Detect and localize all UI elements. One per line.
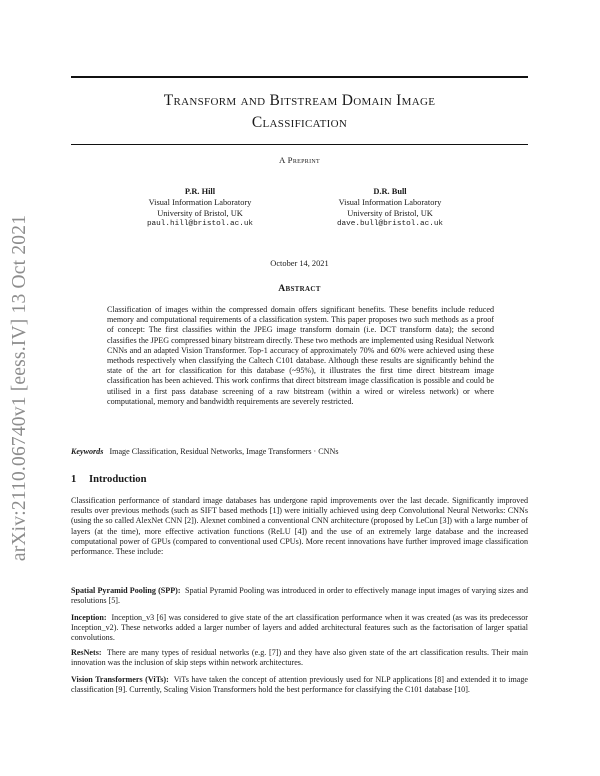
title-rule-bottom [71, 144, 528, 145]
author-institution: University of Bristol, UK [157, 209, 243, 218]
preprint-label: A Preprint [279, 155, 320, 165]
title-line-2: Classification [251, 114, 348, 131]
section-heading [71, 474, 147, 485]
arxiv-identifier: arXiv:2110.06740v1 [eess.IV] 13 Oct 2021 [9, 214, 30, 562]
item-term: ResNets: [71, 648, 102, 657]
author-name: P.R. Hill [184, 187, 216, 196]
item-text: ViTs have taken the concept of attention previously used for NLP applications [8] and extended it to image classification [9]. Currently, Scaling Vision Transformers hold the best performance for classifying the C101 database [10]. [71, 675, 528, 695]
keywords-text: Image Classification, Residual Networks, Image Transformers · CNNs [109, 447, 339, 456]
paper-title [71, 90, 528, 134]
title-line-1: Transform and Bitstream Domain Image [163, 92, 436, 109]
author-name: D.R. Bull [373, 187, 407, 196]
keywords-label: Keywords [71, 447, 104, 456]
author-affiliation: Visual Information Laboratory [148, 198, 252, 207]
item-term: Vision Transformers (ViTs): [71, 675, 169, 684]
author-block-2 [285, 186, 495, 230]
author-institution: University of Bristol, UK [347, 209, 433, 218]
introduction-paragraph: Classification performance of standard image databases has undergone rapid improvements over the last decade. Significantly improved results over previous methods (such as SIFT based methods [1]) were initially achieved using deep Convolutional Neural Networks: CNNs (using the so called AlexNet CNN [2]). Alexnet combined a conventional CNN architecture (proposed by LeCun [3]) with a large number of layers (at the time), more effective activation functions (ReLU [4]) and the use of an extremely large database and the increased computational power of GPUs (compared to conventional used CPUs). More recent innovations have further improved image classification performance. These include: [71, 496, 528, 557]
item-text: Spatial Pyramid Pooling was introduced in order to effectively manage input images of varying sizes and resolutions [5]. [71, 586, 529, 606]
abstract-heading: Abstract [278, 283, 321, 294]
author-email: paul.hill@bristol.ac.uk [146, 220, 254, 228]
keywords-line [71, 447, 528, 456]
item-term: Spatial Pyramid Pooling (SPP): [71, 586, 181, 595]
section-title: Introduction [89, 474, 147, 485]
item-term: Inception: [71, 613, 107, 622]
list-item [71, 675, 528, 695]
item-text: There are many types of residual networks (e.g. [7]) and they have also given state of the art classification results. Their main innovation was the inclusion of skip steps within network architectures. [71, 648, 528, 668]
publication-date: October 14, 2021 [270, 259, 329, 268]
author-block-1 [95, 186, 305, 230]
list-item [71, 648, 528, 668]
arxiv-stamp [0, 0, 40, 776]
list-item [71, 613, 528, 644]
abstract-text: Classification of images within the compressed domain offers significant benefits. These benefits include reduced memory and computational requirements of a classification system. This paper proposes two such methods as a proof of concept: The first classifies within the JPEG image transform domain (i.e. DCT transform data); the second classifies the JPEG compressed binary bitstream directly. These two methods are implemented using Residual Network CNNs and an adapted Vision Transformer. Top-1 accuracy of approximately 70% and 60% were achieved using these methods respectively when classifying the Caltech C101 database. Although these results are significantly behind the state of the art for classification for this database (~95%), it illustrates the first time direct bitstream image classification has been achieved. This work confirms that direct bitstream image classification is possible and could be utilised in a first pass database screening of a raw bitstream (within a wired or wireless network) or where computational, memory and bandwidth requirements are severely restricted. [107, 305, 494, 406]
list-item [71, 586, 528, 606]
author-affiliation: Visual Information Laboratory [338, 198, 442, 207]
section-number: 1 [71, 474, 77, 485]
title-rule-top [71, 76, 528, 78]
item-text: Inception_v3 [6] was considered to give state of the art classification performance when it was created (as was its predecessor Inception_v2). These networks added a larger number of layers and added architectural features such as the factorisation of larger spatial convolutions. [71, 613, 528, 643]
author-email: dave.bull@bristol.ac.uk [336, 220, 444, 228]
